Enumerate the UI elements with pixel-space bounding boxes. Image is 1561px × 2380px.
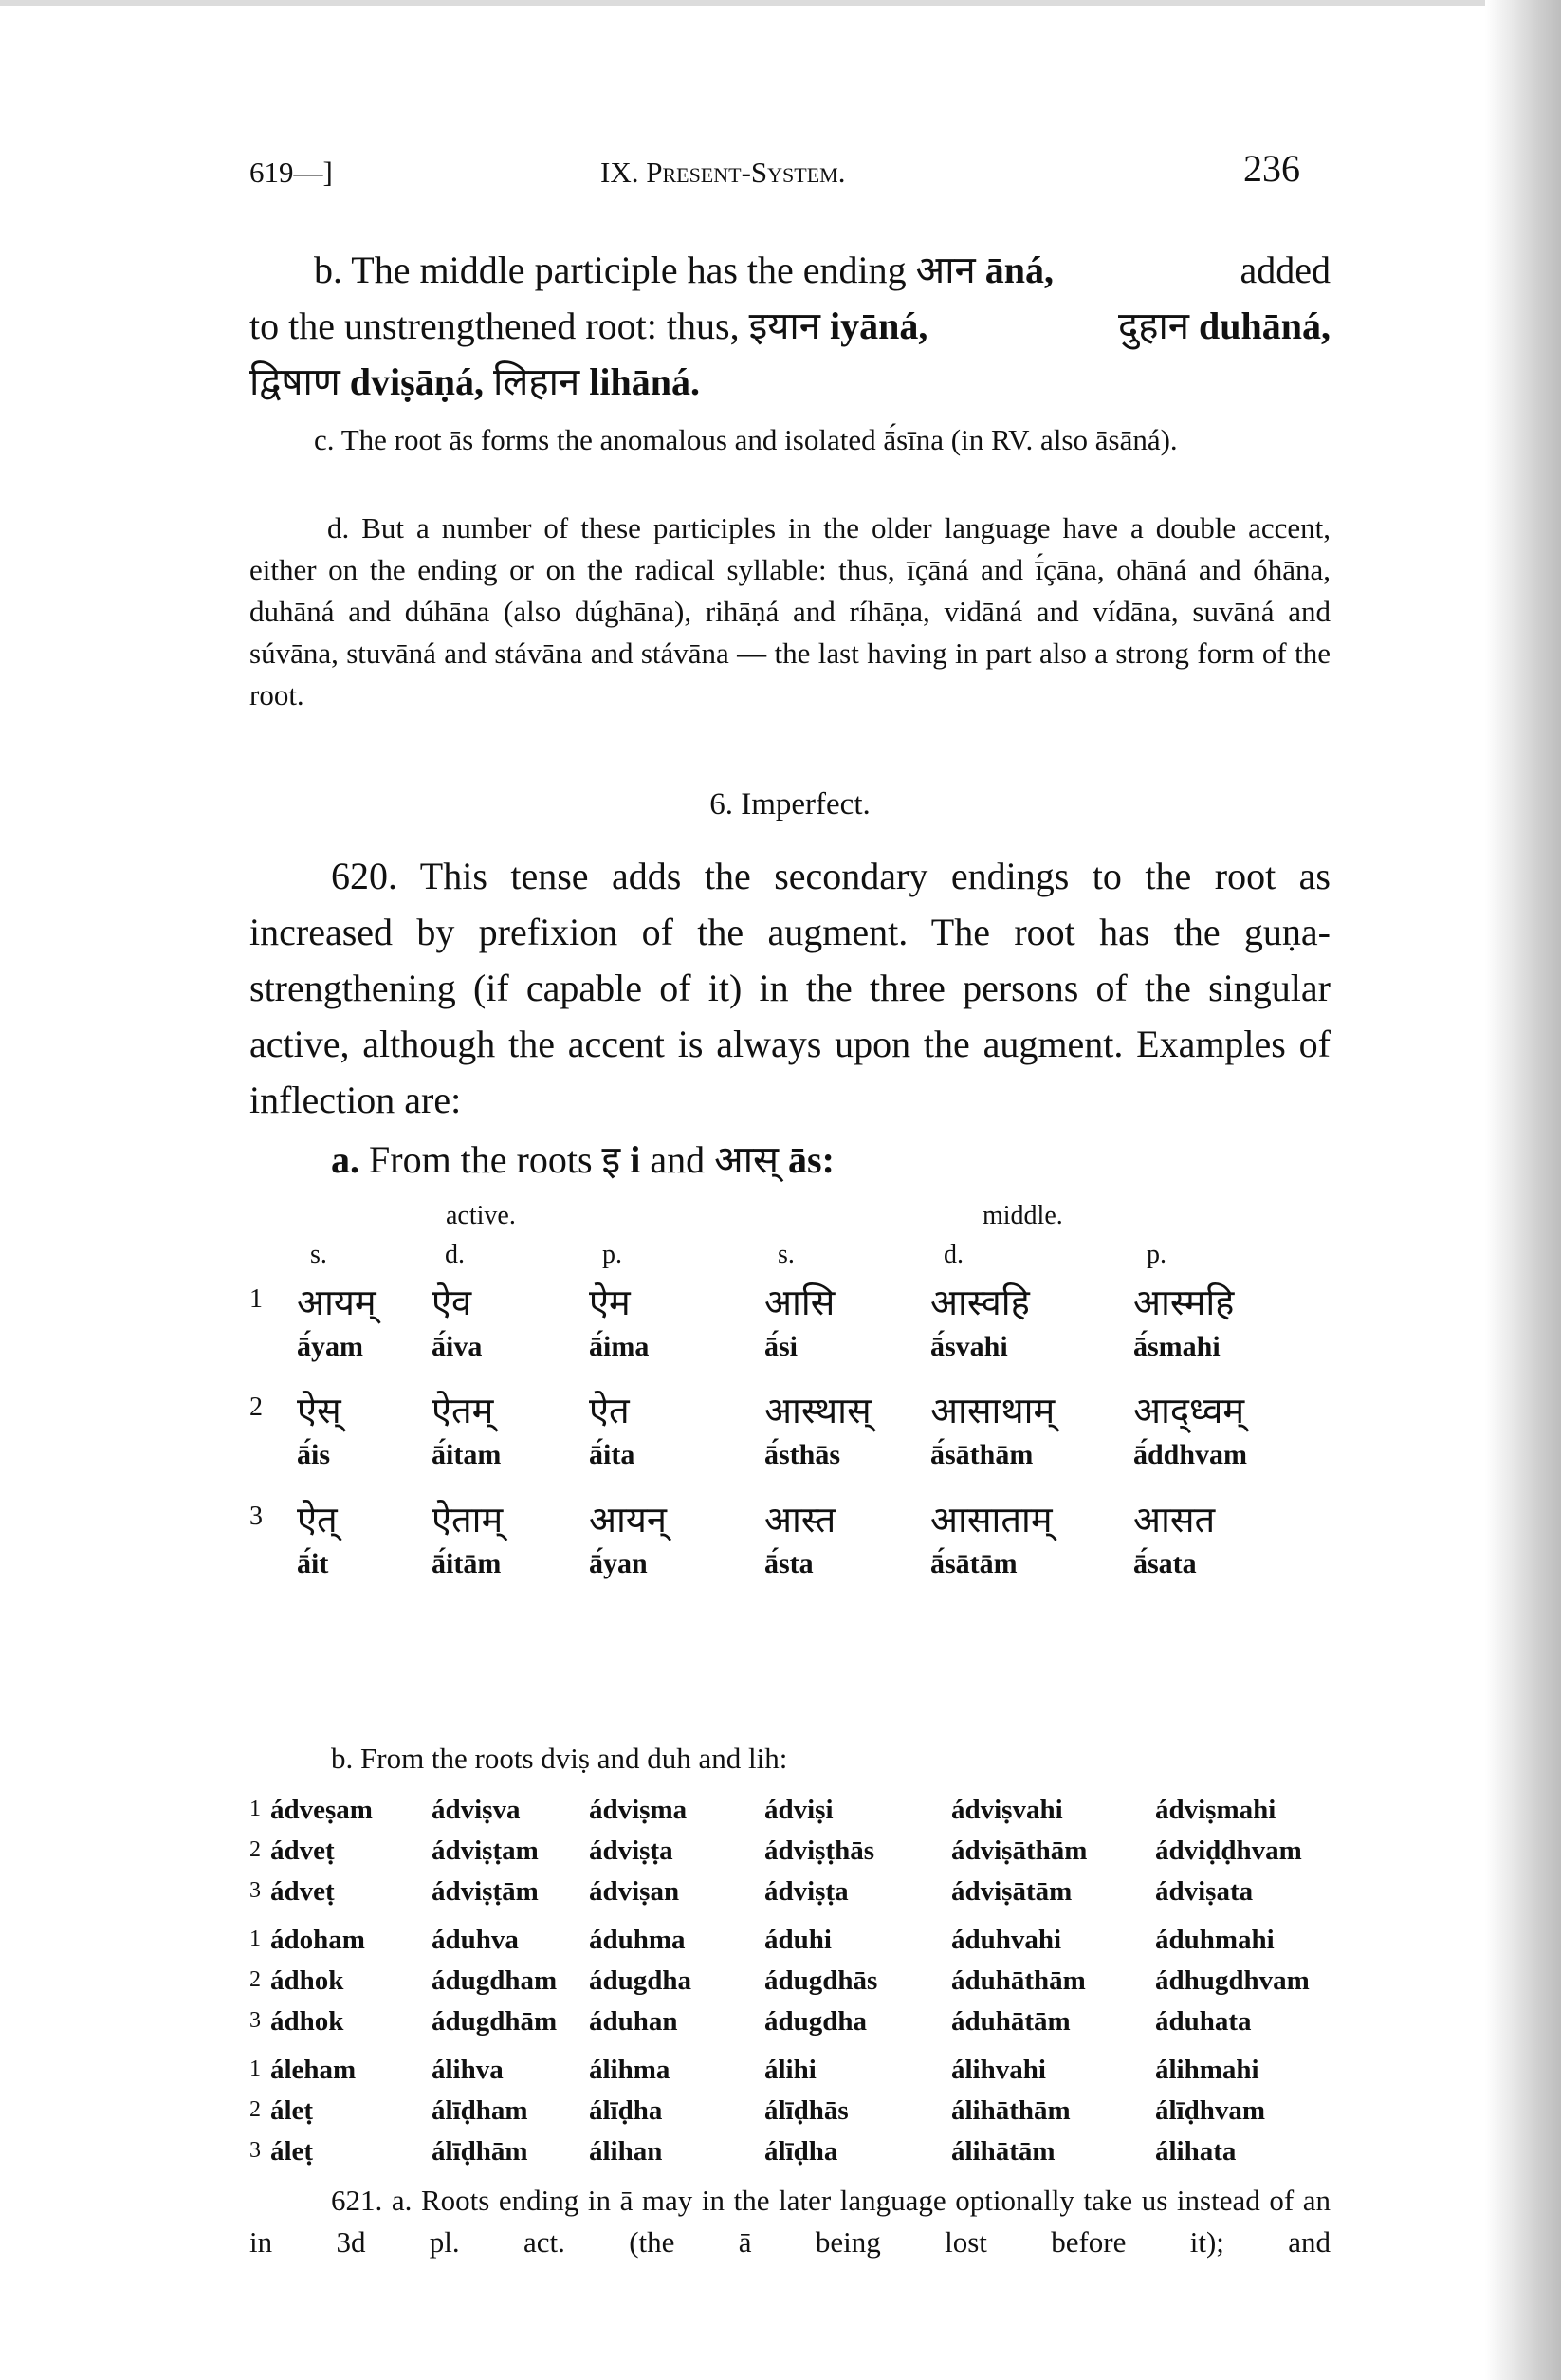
- number-header-0: s.: [310, 1240, 327, 1269]
- transliterated-form: ā́is: [297, 1439, 331, 1470]
- inflected-form: álīḍha: [764, 2136, 838, 2167]
- number-header-5: p.: [1147, 1240, 1166, 1269]
- inflected-form: áduhva: [432, 1925, 519, 1955]
- paragraph-621: 621. a. Roots ending in ā may in the later language optionally take us instead of an in 3d pl. act. (the ā being lost before it); and: [249, 2184, 1331, 2259]
- paragraph-b: b. The middle participle has the ending आन āná, added: [249, 242, 1331, 299]
- transliterated-form: ā́ddhvam: [1133, 1439, 1248, 1470]
- inflected-form: álihata: [1155, 2136, 1237, 2167]
- number-header-3: s.: [778, 1240, 795, 1269]
- devanagari-form: ऐत्: [297, 1499, 338, 1541]
- number-header-4: d.: [944, 1240, 964, 1269]
- scan-top-edge: [0, 0, 1561, 6]
- devanagari-form: ऐव: [432, 1282, 472, 1323]
- inflected-form: áduhvahi: [951, 1925, 1062, 1955]
- inflected-form: ádugdha: [589, 1965, 692, 1996]
- person-number: 2: [249, 1393, 263, 1422]
- paragraph-c: c. The root ās forms the anomalous and isolated ā́sīna (in RV. also āsāná).: [314, 423, 1178, 456]
- transliterated-form: ā́si: [764, 1331, 799, 1362]
- inflected-form: áduhāthām: [951, 1965, 1086, 1996]
- devanagari-form: ऐस्: [297, 1390, 341, 1431]
- devanagari-form: ऐतम्: [432, 1390, 494, 1431]
- translit-iyana: iyāná,: [830, 304, 928, 347]
- transliterated-form: ā́it: [297, 1548, 329, 1579]
- number-header-1: d.: [445, 1240, 465, 1269]
- para-620a-marker: a.: [331, 1138, 359, 1181]
- para-620a-and: and: [650, 1138, 706, 1181]
- inflected-form: álihāthām: [951, 2095, 1071, 2126]
- paragraph-620b: b. From the roots dviṣ and duh and lih:: [331, 1742, 788, 1775]
- scan-right-edge: [1485, 0, 1561, 2380]
- para-620a-text: From the roots: [369, 1138, 593, 1181]
- devanagari-form: आस्त: [764, 1499, 836, 1541]
- devanagari-form: ऐम: [589, 1282, 631, 1323]
- transliterated-form: ā́sātām: [930, 1548, 1018, 1579]
- person-number: 3: [249, 2008, 261, 2033]
- transliterated-form: ā́ita: [589, 1439, 635, 1470]
- devanagari-form: आसाथाम्: [930, 1390, 1056, 1431]
- translit-i: i: [630, 1138, 641, 1181]
- inflected-form: ádugdham: [432, 1965, 558, 1996]
- devanagari-form: आयन्: [589, 1499, 667, 1541]
- inflected-form: ádviṣṭām: [432, 1876, 539, 1907]
- inflected-form: álihātām: [951, 2136, 1056, 2167]
- devanagari-form: ऐत: [589, 1390, 630, 1431]
- paragraph-b-line3: [249, 354, 700, 411]
- transliterated-form: ā́svahi: [930, 1331, 1008, 1362]
- inflected-form: áduhi: [764, 1925, 832, 1955]
- devanagari-form: आयम्: [297, 1282, 376, 1323]
- inflected-form: ádugdhām: [432, 2006, 558, 2037]
- inflected-form: álīḍha: [589, 2095, 663, 2126]
- translit-as: ās:: [788, 1138, 835, 1181]
- transliterated-form: ā́sta: [764, 1548, 814, 1579]
- person-number: 1: [249, 1797, 261, 1821]
- person-number: 3: [249, 1878, 261, 1903]
- inflected-form: áduhata: [1155, 2006, 1252, 2037]
- inflected-form: ádviṣātām: [951, 1876, 1073, 1907]
- devanagari-form: आसि: [764, 1282, 836, 1323]
- transliterated-form: ā́yam: [297, 1331, 363, 1362]
- transliterated-form: ā́iva: [432, 1331, 483, 1362]
- sanskrit-duhana: दुहान: [1117, 304, 1190, 348]
- section-heading: 6. Imperfect.: [709, 787, 871, 821]
- devanagari-form: आस्थास्: [764, 1390, 872, 1431]
- transliterated-form: ā́sata: [1133, 1548, 1197, 1579]
- paragraph-d: d. But a number of these participles in the older language have a double accent, either on the ending or on the radical syllable: thus, īçāná and ī́çāna, ohāná and óhāna, duhāná and dúhāna (also dúghāna), rihāṇá and ríhāṇa, vidāná and vídāna, suvāná and súvāna, stuvāná and stávāna and stávāna — the last having in part also a strong form of the root.: [249, 511, 1331, 711]
- inflected-form: ádhugdhvam: [1155, 1965, 1310, 1996]
- inflected-form: ádhok: [270, 1965, 344, 1996]
- inflected-form: álihmahi: [1155, 2055, 1259, 2085]
- translit-dvisana: dviṣāṇá,: [349, 360, 484, 403]
- transliterated-form: ā́yan: [589, 1548, 648, 1579]
- inflected-form: álihi: [764, 2055, 817, 2085]
- inflected-form: ádviṣṭam: [432, 1836, 539, 1866]
- translit-duhana: duhāná,: [1199, 304, 1331, 347]
- inflected-form: álīḍhās: [764, 2095, 849, 2126]
- inflected-form: áduhma: [589, 1925, 686, 1955]
- transliterated-form: ā́itām: [432, 1548, 502, 1579]
- sanskrit-ana: आन: [915, 249, 976, 292]
- inflected-form: áleham: [270, 2055, 357, 2085]
- inflected-form: ádhok: [270, 2006, 344, 2037]
- inflected-form: ádugdha: [764, 2006, 868, 2037]
- sanskrit-iyana: इयान: [748, 304, 820, 348]
- inflected-form: ádveṭ: [270, 1876, 335, 1907]
- inflected-form: álīḍham: [432, 2095, 528, 2126]
- running-title: IX. Present-System.: [600, 156, 846, 189]
- devanagari-form: आसत: [1133, 1499, 1216, 1541]
- number-header-2: p.: [602, 1240, 622, 1269]
- inflected-form: ádviṣmahi: [1155, 1795, 1276, 1825]
- devanagari-form: आद्ध्वम्: [1133, 1390, 1245, 1431]
- transliterated-form: ā́ima: [589, 1331, 650, 1362]
- para-b-text: The middle participle has the ending: [351, 249, 907, 291]
- person-number: 1: [249, 1927, 261, 1951]
- inflected-form: ádviṣma: [589, 1795, 688, 1825]
- translit-lihana: lihāná.: [589, 360, 700, 403]
- inflected-form: ádviṣṭa: [589, 1836, 673, 1866]
- person-number: 2: [249, 2097, 261, 2122]
- paragraph-b-line2: to the unstrengthened root: thus, इयान iyāná, दुहान duhāná,: [249, 304, 1331, 348]
- inflected-form: ádviḍḍhvam: [1155, 1836, 1302, 1866]
- transliterated-form: ā́smahi: [1133, 1331, 1221, 1362]
- inflected-form: ádoham: [270, 1925, 365, 1955]
- para-b-marker: b.: [314, 249, 342, 291]
- devanagari-form: आस्वहि: [930, 1282, 1030, 1323]
- inflected-form: áleṭ: [270, 2136, 314, 2167]
- inflected-form: álīḍhvam: [1155, 2095, 1266, 2126]
- sanskrit-dvisana: द्विषाण: [249, 360, 340, 404]
- inflected-form: ádviṣi: [764, 1795, 834, 1825]
- person-number: 3: [249, 2138, 261, 2163]
- devanagari-form: आसाताम्: [930, 1499, 1053, 1541]
- person-number: 2: [249, 1837, 261, 1862]
- inflected-form: áduhmahi: [1155, 1925, 1275, 1955]
- inflected-form: álihva: [432, 2055, 504, 2085]
- inflected-form: ádveṣam: [270, 1795, 373, 1825]
- inflected-form: ádveṭ: [270, 1836, 335, 1866]
- inflected-form: ádviṣata: [1155, 1876, 1254, 1907]
- person-number: 1: [249, 2057, 261, 2081]
- transliterated-form: ā́sthās: [764, 1439, 841, 1470]
- transliterated-form: ā́sāthām: [930, 1439, 1034, 1470]
- inflected-form: álīḍhām: [432, 2136, 528, 2167]
- page-number: 236: [1243, 147, 1300, 190]
- inflected-form: áleṭ: [270, 2095, 314, 2126]
- inflected-form: ádviṣvahi: [951, 1795, 1063, 1825]
- transliterated-form: ā́itam: [432, 1439, 502, 1470]
- voice-middle-label: middle.: [983, 1201, 1063, 1230]
- person-number: 1: [249, 1284, 263, 1314]
- paragraph-620a: [331, 1132, 835, 1189]
- sanskrit-as: आस्: [714, 1138, 779, 1182]
- sanskrit-lihana: लिहान: [492, 360, 580, 404]
- inflected-form: ádviṣan: [589, 1876, 680, 1907]
- inflected-form: áduhātām: [951, 2006, 1071, 2037]
- translit-ana: āná,: [984, 249, 1054, 291]
- inflected-form: álihan: [589, 2136, 663, 2167]
- inflected-form: álihvahi: [951, 2055, 1046, 2085]
- inflected-form: ádviṣṭhās: [764, 1836, 875, 1866]
- inflected-form: ádviṣṭa: [764, 1876, 849, 1907]
- paragraph-620: 620. This tense adds the secondary endings to the root as increased by prefixion of the augment. The root has the guṇa-strengthening (if capable of it) in the three persons of the singular active, although the accent is always upon the augment. Examples of inflection are:: [249, 855, 1331, 1121]
- inflected-form: ádviṣva: [432, 1795, 521, 1825]
- voice-active-label: active.: [446, 1201, 516, 1230]
- person-number: 2: [249, 1967, 261, 1992]
- inflected-form: ádugdhās: [764, 1965, 878, 1996]
- sanskrit-i: इ: [601, 1138, 621, 1182]
- person-number: 3: [249, 1502, 263, 1531]
- inflected-form: áduhan: [589, 2006, 678, 2037]
- section-reference: 619—]: [249, 156, 333, 189]
- inflected-form: ádviṣāthām: [951, 1836, 1088, 1866]
- devanagari-form: ऐताम्: [432, 1499, 504, 1541]
- devanagari-form: आस्महि: [1133, 1282, 1235, 1323]
- inflected-form: álihma: [589, 2055, 670, 2085]
